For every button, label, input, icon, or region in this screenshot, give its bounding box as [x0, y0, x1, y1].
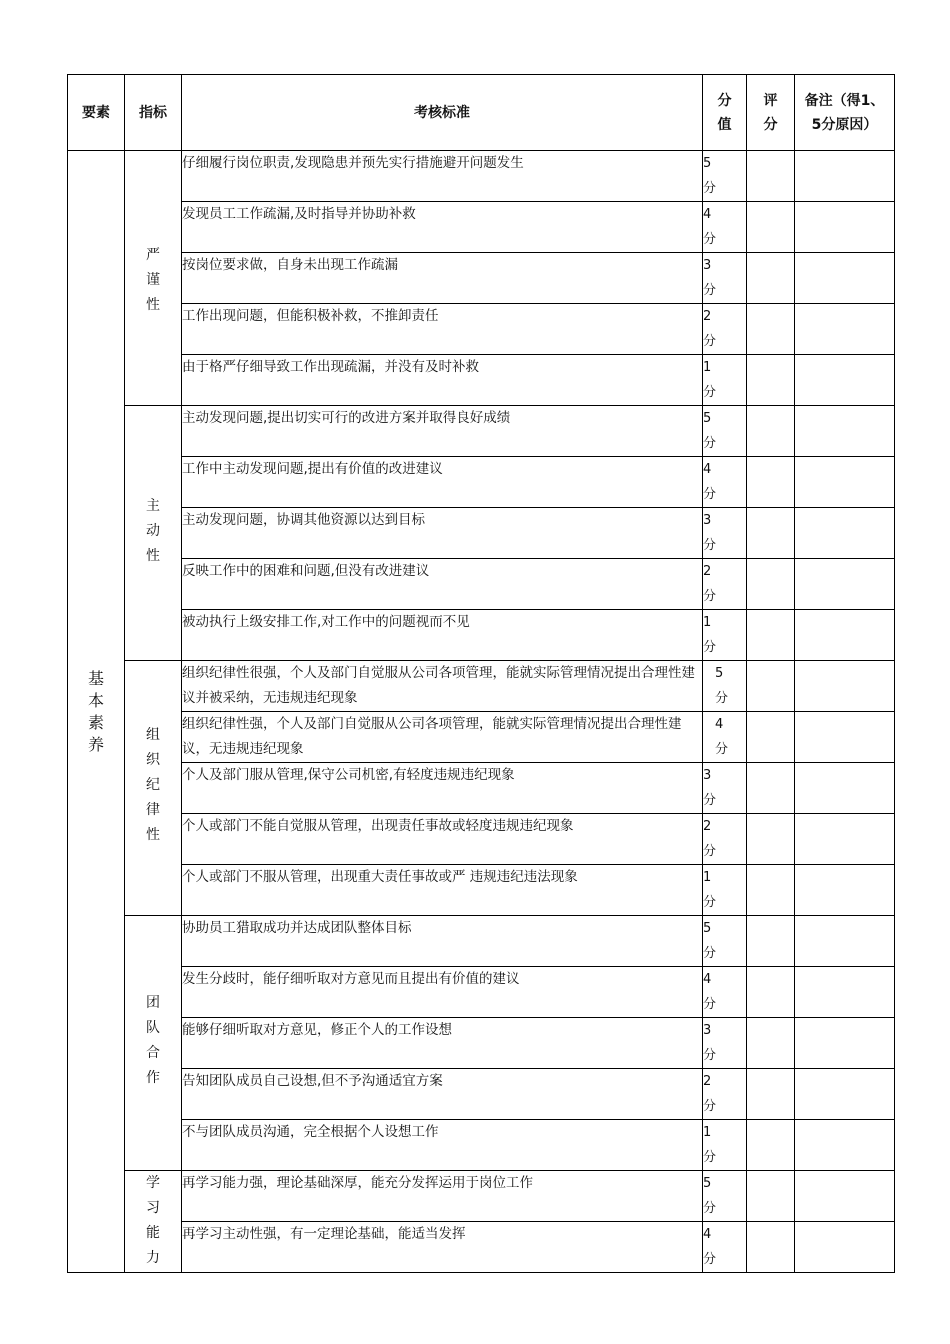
- points-cell: [703, 661, 747, 712]
- remarks-cell[interactable]: [795, 304, 895, 355]
- points-value: 1分: [703, 615, 717, 655]
- criteria-cell: 协助员工猎取成功并达成团队整体目标: [182, 916, 703, 967]
- remarks-cell[interactable]: [795, 763, 895, 814]
- points-cell: [703, 1222, 747, 1273]
- rating-cell[interactable]: [747, 610, 795, 661]
- criteria-cell: 个人或部门不服从管理，出现重大责任事故或严 违规违纪违法现象: [182, 865, 703, 916]
- table-row: [68, 712, 895, 763]
- remarks-cell[interactable]: [795, 967, 895, 1018]
- element-cell: [68, 151, 125, 1273]
- indicator-cell: [125, 916, 182, 1171]
- points-cell: [703, 406, 747, 457]
- rating-cell[interactable]: [747, 814, 795, 865]
- indicator-label: 主动性: [146, 498, 160, 564]
- criteria-cell: 被动执行上级安排工作,对工作中的问题视而不见: [182, 610, 703, 661]
- rating-cell[interactable]: [747, 559, 795, 610]
- remarks-cell[interactable]: [795, 151, 895, 202]
- points-cell: [703, 355, 747, 406]
- element-label: 基本素养: [87, 668, 104, 754]
- criteria-cell: 工作中主动发现问题,提出有价值的改进建议: [182, 457, 703, 508]
- table-row: [68, 202, 895, 253]
- remarks-cell[interactable]: [795, 457, 895, 508]
- table-row: [68, 1171, 895, 1222]
- rating-cell[interactable]: [747, 1222, 795, 1273]
- header-criteria: 考核标准: [182, 75, 703, 151]
- points-value: 5分: [703, 921, 717, 961]
- rating-cell[interactable]: [747, 253, 795, 304]
- rating-cell[interactable]: [747, 202, 795, 253]
- points-cell: [703, 763, 747, 814]
- remarks-cell[interactable]: [795, 1018, 895, 1069]
- criteria-cell: 由于格严仔细导致工作出现疏漏，并没有及时补救: [182, 355, 703, 406]
- header-indicator: 指标: [125, 75, 182, 151]
- remarks-cell[interactable]: [795, 661, 895, 712]
- points-value: 5分: [715, 666, 729, 706]
- points-value: 4分: [703, 972, 717, 1012]
- rating-cell[interactable]: [747, 406, 795, 457]
- criteria-cell: 组织纪律性很强，个人及部门自觉服从公司各项管理，能就实际管理情况提出合理性建议并被采纳，无违规违纪现象: [182, 661, 703, 712]
- points-cell: [703, 610, 747, 661]
- points-cell: [703, 253, 747, 304]
- points-cell: [703, 508, 747, 559]
- points-cell: [703, 304, 747, 355]
- rating-cell[interactable]: [747, 916, 795, 967]
- points-cell: [703, 814, 747, 865]
- rating-cell[interactable]: [747, 1120, 795, 1171]
- criteria-cell: 个人及部门服从管理,保守公司机密,有轻度违规违纪现象: [182, 763, 703, 814]
- remarks-cell[interactable]: [795, 712, 895, 763]
- points-cell: [703, 202, 747, 253]
- indicator-cell: [125, 661, 182, 916]
- points-value: 2分: [703, 564, 717, 604]
- points-value: 3分: [703, 1023, 717, 1063]
- points-value: 3分: [703, 768, 717, 808]
- remarks-cell[interactable]: [795, 253, 895, 304]
- table-row: [68, 610, 895, 661]
- assessment-table: [67, 74, 895, 1273]
- table-row: [68, 865, 895, 916]
- points-cell: [703, 865, 747, 916]
- points-value: 1分: [703, 360, 717, 400]
- header-row: [68, 75, 895, 151]
- indicator-cell: [125, 406, 182, 661]
- criteria-cell: 告知团队成员自己设想,但不予沟通适宜方案: [182, 1069, 703, 1120]
- table-row: [68, 661, 895, 712]
- criteria-cell: 主动发现问题，协调其他资源以达到目标: [182, 508, 703, 559]
- points-cell: [703, 1018, 747, 1069]
- table-row: [68, 559, 895, 610]
- table-row: [68, 1222, 895, 1273]
- rating-cell[interactable]: [747, 355, 795, 406]
- criteria-cell: 个人或部门不能自觉服从管理，出现责任事故或轻度违规违纪现象: [182, 814, 703, 865]
- criteria-cell: 再学习主动性强，有一定理论基础，能适当发挥: [182, 1222, 703, 1273]
- indicator-cell: [125, 1171, 182, 1273]
- table-row: [68, 457, 895, 508]
- indicator-label: 学习能力: [146, 1175, 160, 1266]
- indicator-cell: [125, 151, 182, 406]
- table-row: [68, 1069, 895, 1120]
- rating-cell[interactable]: [747, 967, 795, 1018]
- header-remarks: 备注（得1、5分原因）: [795, 75, 895, 151]
- remarks-cell[interactable]: [795, 559, 895, 610]
- points-cell: [703, 1171, 747, 1222]
- points-cell: [703, 151, 747, 202]
- remarks-cell[interactable]: [795, 1171, 895, 1222]
- remarks-cell[interactable]: [795, 355, 895, 406]
- remarks-cell[interactable]: [795, 916, 895, 967]
- criteria-cell: 再学习能力强，理论基础深厚，能充分发挥运用于岗位工作: [182, 1171, 703, 1222]
- rating-cell[interactable]: [747, 1069, 795, 1120]
- points-cell: [703, 559, 747, 610]
- points-value: 3分: [703, 258, 717, 298]
- remarks-cell[interactable]: [795, 508, 895, 559]
- rating-cell[interactable]: [747, 1171, 795, 1222]
- criteria-cell: 仔细履行岗位职责,发现隐患并预先实行措施避开问题发生: [182, 151, 703, 202]
- header-element: 要素: [68, 75, 125, 151]
- criteria-cell: 按岗位要求做，自身未出现工作疏漏: [182, 253, 703, 304]
- points-cell: [703, 1120, 747, 1171]
- points-cell: [703, 712, 747, 763]
- points-cell: [703, 967, 747, 1018]
- table-row: [68, 406, 895, 457]
- points-value: 4分: [715, 717, 729, 757]
- criteria-cell: 不与团队成员沟通，完全根据个人设想工作: [182, 1120, 703, 1171]
- rating-cell[interactable]: [747, 304, 795, 355]
- table-row: [68, 1120, 895, 1171]
- points-value: 2分: [703, 1074, 717, 1114]
- indicator-label: 组织纪律性: [146, 727, 160, 843]
- points-value: 1分: [703, 870, 717, 910]
- rating-cell[interactable]: [747, 457, 795, 508]
- table-row: [68, 355, 895, 406]
- remarks-cell[interactable]: [795, 1069, 895, 1120]
- rating-cell[interactable]: [747, 763, 795, 814]
- points-value: 1分: [703, 1125, 717, 1165]
- table-row: [68, 253, 895, 304]
- points-cell: [703, 1069, 747, 1120]
- remarks-cell[interactable]: [795, 865, 895, 916]
- rating-cell[interactable]: [747, 151, 795, 202]
- criteria-cell: 发生分歧时，能仔细听取对方意见而且提出有价值的建议: [182, 967, 703, 1018]
- rating-cell[interactable]: [747, 661, 795, 712]
- criteria-cell: 发现员工工作疏漏,及时指导并协助补救: [182, 202, 703, 253]
- remarks-cell[interactable]: [795, 814, 895, 865]
- table-row: [68, 508, 895, 559]
- points-value: 2分: [703, 819, 717, 859]
- remarks-cell[interactable]: [795, 202, 895, 253]
- criteria-cell: 组织纪律性强，个人及部门自觉服从公司各项管理，能就实际管理情况提出合理性建议，无违规违纪现象: [182, 712, 703, 763]
- table-row: [68, 967, 895, 1018]
- indicator-label: 严谨性: [146, 247, 160, 313]
- points-value: 4分: [703, 462, 717, 502]
- points-value: 5分: [703, 1176, 717, 1216]
- rating-cell[interactable]: [747, 1018, 795, 1069]
- points-value: 5分: [703, 411, 717, 451]
- remarks-cell[interactable]: [795, 406, 895, 457]
- rating-cell[interactable]: [747, 712, 795, 763]
- points-value: 5分: [703, 156, 717, 196]
- points-value: 2分: [703, 309, 717, 349]
- points-value: 4分: [703, 1227, 717, 1267]
- remarks-cell[interactable]: [795, 610, 895, 661]
- table-row: [68, 916, 895, 967]
- remarks-cell[interactable]: [795, 1222, 895, 1273]
- table-row: [68, 814, 895, 865]
- header-points: 分值: [703, 75, 747, 151]
- table-row: [68, 763, 895, 814]
- table-row: [68, 1018, 895, 1069]
- points-cell: [703, 916, 747, 967]
- criteria-cell: 能够仔细听取对方意见，修正个人的工作设想: [182, 1018, 703, 1069]
- rating-cell[interactable]: [747, 508, 795, 559]
- header-rating: 评分: [747, 75, 795, 151]
- criteria-cell: 反映工作中的困难和问题,但没有改进建议: [182, 559, 703, 610]
- indicator-label: 团队合作: [146, 995, 160, 1086]
- table-row: [68, 304, 895, 355]
- remarks-cell[interactable]: [795, 1120, 895, 1171]
- rating-cell[interactable]: [747, 865, 795, 916]
- criteria-cell: 工作出现问题，但能积极补救，不推卸责任: [182, 304, 703, 355]
- points-value: 4分: [703, 207, 717, 247]
- points-cell: [703, 457, 747, 508]
- table-row: [68, 151, 895, 202]
- points-value: 3分: [703, 513, 717, 553]
- criteria-cell: 主动发现问题,提出切实可行的改进方案并取得良好成绩: [182, 406, 703, 457]
